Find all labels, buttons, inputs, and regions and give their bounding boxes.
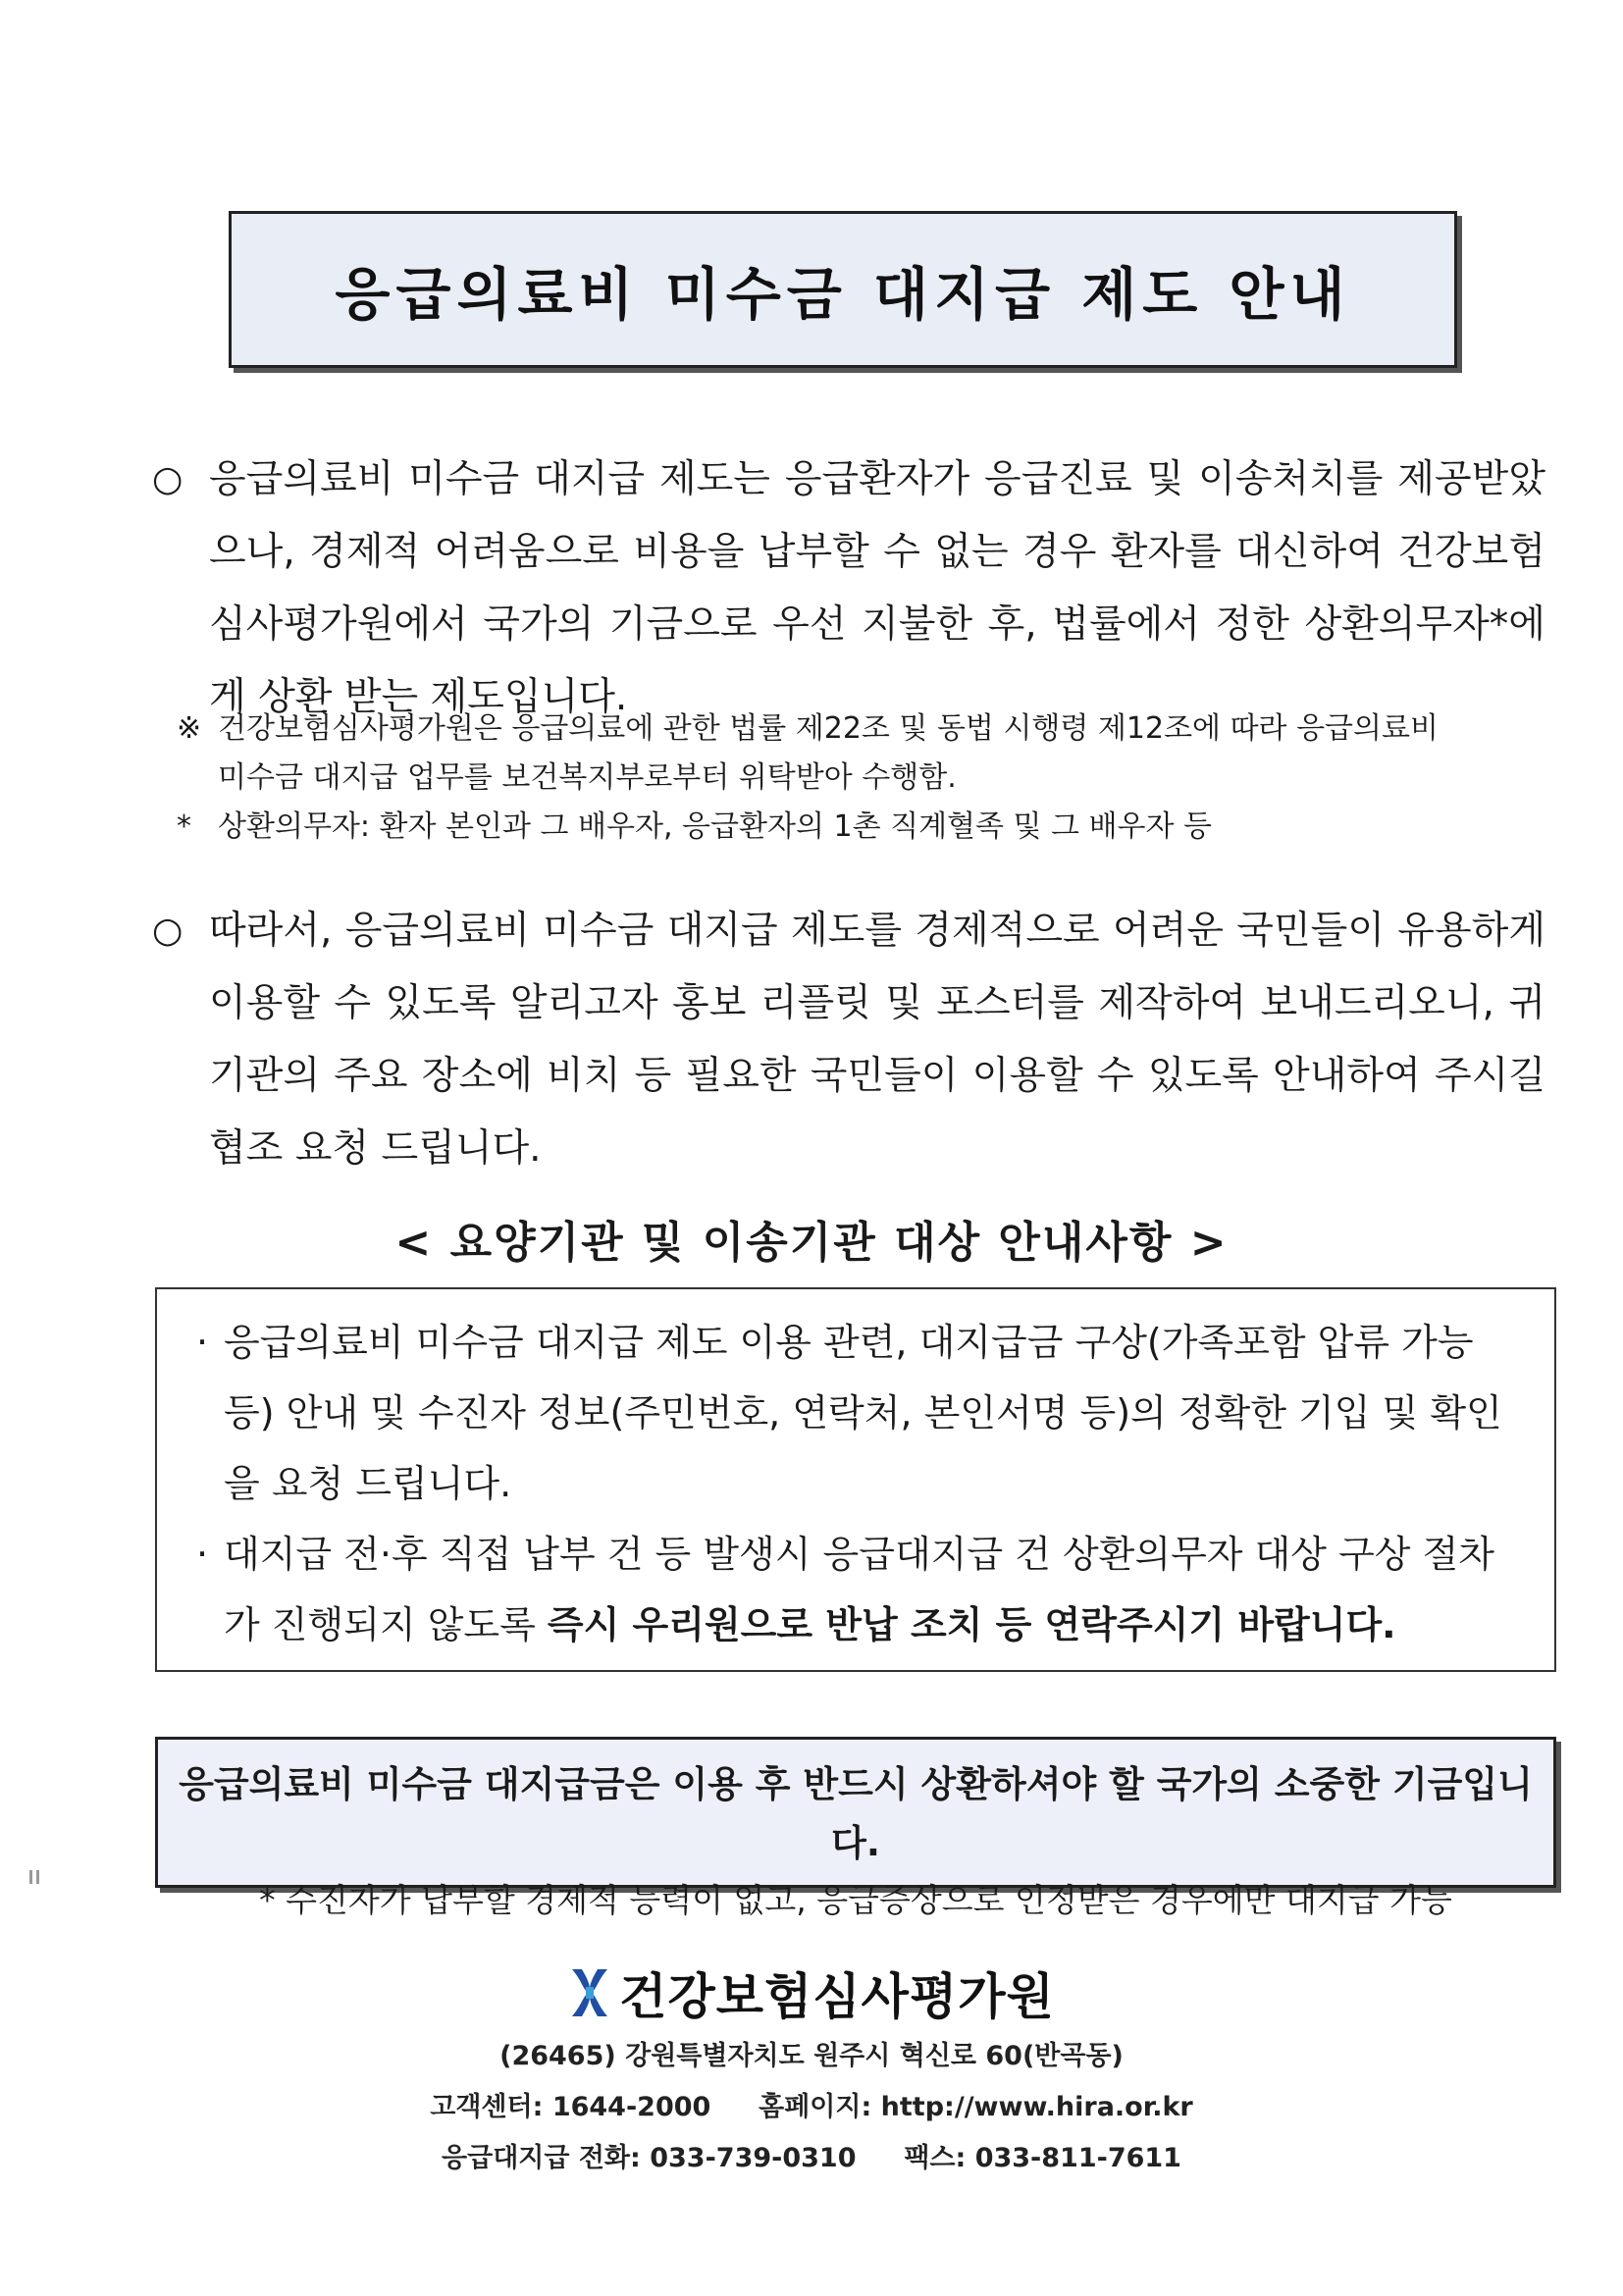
intro-paragraph bbox=[152, 444, 1545, 734]
hira-logo-icon bbox=[568, 1967, 611, 2018]
reference-mark-icon: ※ bbox=[177, 711, 202, 746]
emergency-phone[interactable]: 033-739-0310 bbox=[650, 2143, 857, 2173]
second-text: 따라서, 응급의료비 미수금 대지급 제도를 경제적으로 어려운 국민들이 유용하게 이용할 수 있도록 알리고자 홍보 리플릿 및 포스터를 제작하여 보내드리오니, 귀 기관의 주요 장소에 비치 등 필요한 국민들이 이용할 수 있도록 안내하여 주시길 협조 요청 드립니다. bbox=[209, 909, 1545, 1171]
homepage-label: 홈페이지: bbox=[759, 2092, 872, 2122]
notice-sub: * 수진자가 납부할 경제적 능력이 없고, 응급증상으로 인정받은 경우에만 대지급 가능 bbox=[259, 1881, 1452, 1919]
section-heading: < 요양기관 및 이송기관 대상 안내사항 > bbox=[394, 1218, 1229, 1268]
second-paragraph bbox=[152, 895, 1545, 1185]
guidance-item bbox=[196, 1307, 1515, 1519]
customer-center-phone[interactable]: 1644-2000 bbox=[551, 2092, 711, 2122]
guidance-emphasis: 즉시 우리원으로 반납 조치 등 연락주시기 바랍니다. bbox=[547, 1603, 1396, 1646]
footnote-text-continued: 미수금 대지급 업무를 보건복지부로부터 위탁받아 수행함. bbox=[218, 760, 957, 795]
fax-number: 033-811-7611 bbox=[974, 2143, 1181, 2173]
footnote-repayer bbox=[177, 803, 1550, 852]
page-title: 응급의료비 미수금 대지급 제도 안내 bbox=[335, 261, 1351, 328]
homepage-link[interactable]: http://www.hira.or.kr bbox=[880, 2092, 1193, 2122]
guidance-item bbox=[196, 1519, 1515, 1660]
guidance-text-body: 대지급 전·후 직접 납부 건 등 발생시 응급대지급 건 상환의무자 대상 구상 절차가 진행되지 않도록 bbox=[224, 1533, 1494, 1646]
org-logo-row bbox=[0, 1957, 1623, 2028]
fax-label: 팩스: bbox=[904, 2143, 967, 2173]
footnote-text: 상환의무자: 환자 본인과 그 배우자, 응급환자의 1촌 직계혈족 및 그 배우자 등 bbox=[218, 809, 1213, 844]
guidance-text-body: 응급의료비 미수금 대지급 제도 이용 관련, 대지급금 구상(가족포함 압류 가능 등) 안내 및 수진자 정보(주민번호, 연락처, 본인서명 등)의 정확한 기입 및 확인을 요청 드립니다. bbox=[224, 1321, 1502, 1505]
address: (26465) 강원특별자치도 원주시 혁신로 60(반곡동) bbox=[499, 2041, 1124, 2071]
footnote-text: 건강보험심사평가원은 응급의료에 관한 법률 제22조 및 동법 시행령 제12조에 따라 응급의료비 bbox=[218, 711, 1439, 746]
org-name: 건강보험심사평가원 bbox=[619, 1968, 1055, 2025]
asterisk-icon: * bbox=[177, 809, 191, 844]
contact-line bbox=[0, 2082, 1623, 2133]
contact-line bbox=[0, 2133, 1623, 2184]
circle-bullet-icon: ○ bbox=[152, 459, 183, 499]
contact-info bbox=[0, 2031, 1623, 2184]
customer-center-label: 고객센터: bbox=[430, 2092, 544, 2122]
circle-bullet-icon: ○ bbox=[152, 911, 183, 951]
footnote-legal-basis bbox=[177, 704, 1550, 754]
dot-bullet-icon: · bbox=[196, 1533, 209, 1576]
footnotes bbox=[177, 704, 1550, 852]
scan-artifact bbox=[29, 1869, 53, 1889]
notice-main: 응급의료비 미수금 대지급금은 이용 후 반드시 상환하셔야 할 국가의 소중한 기금입니다. bbox=[179, 1763, 1533, 1864]
intro-text: 응급의료비 미수금 대지급 제도는 응급환자가 응급진료 및 이송처치를 제공받았으나, 경제적 어려움으로 비용을 납부할 수 없는 경우 환자를 대신하여 건강보험심사평가원에서 국가의 기금으로 우선 지불한 후, 법률에서 정한 상환의무자*에게 상환 받는 제도입니다. bbox=[209, 457, 1545, 719]
notice-box bbox=[155, 1737, 1556, 1919]
guidance-text bbox=[224, 1519, 1515, 1660]
guidance-text bbox=[224, 1307, 1515, 1519]
emergency-phone-label: 응급대지급 전화: bbox=[442, 2143, 641, 2173]
title-box bbox=[229, 211, 1457, 368]
guidance-box bbox=[155, 1287, 1556, 1672]
dot-bullet-icon: · bbox=[196, 1321, 209, 1364]
